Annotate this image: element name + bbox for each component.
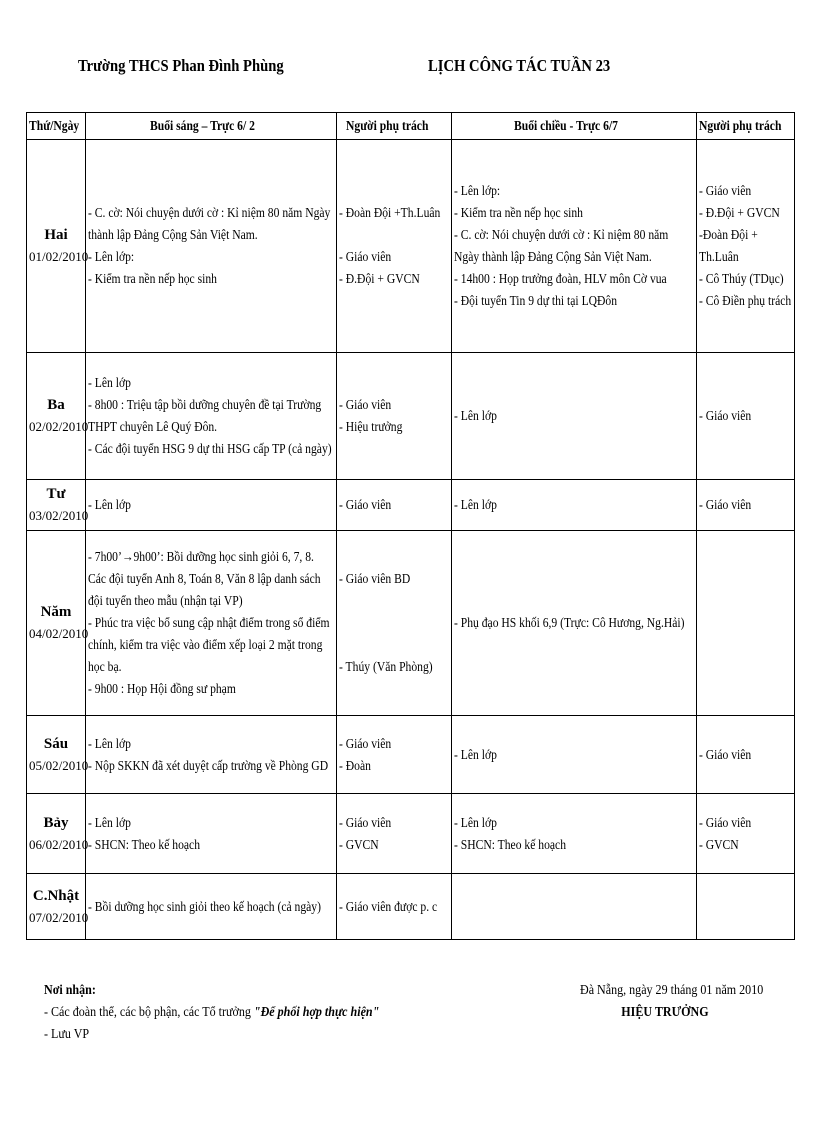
morning-owner-cell <box>337 794 452 874</box>
table-row <box>27 140 795 353</box>
day-name: Tư <box>46 486 66 502</box>
schedule-table <box>26 112 795 940</box>
day-cell <box>27 480 89 531</box>
day-cell <box>27 874 89 940</box>
day-cell <box>27 353 89 480</box>
cell-line <box>339 224 434 246</box>
cell-line: - 14h00 : Họp trưởng đoàn, HLV môn Cờ vua <box>454 271 667 286</box>
cell-line: - Lên lớp <box>454 814 497 830</box>
column-header: Người phụ trách <box>337 113 452 140</box>
afternoon-owner-cell <box>697 716 795 794</box>
column-header: Người phụ trách <box>697 113 795 140</box>
cell-line: - Các đội tuyển HSG 9 dự thi HSG cấp TP (cả ngày) <box>88 441 332 456</box>
day-cell <box>27 716 89 794</box>
cell-line: - GVCN <box>699 836 739 852</box>
cell-line: - Đoàn Đội +Th.Luân <box>339 205 441 220</box>
table-row <box>27 353 795 480</box>
signer-title: HIỆU TRƯỞNG <box>621 1005 709 1020</box>
afternoon-cell <box>452 716 697 794</box>
cell-line: - Đoàn <box>339 757 371 773</box>
cell-line: - Giáo viên <box>699 746 752 762</box>
recipients-label: Nơi nhận: <box>44 983 96 998</box>
cell-line: - Cô Thúy (TDục) <box>699 271 784 286</box>
day-cell <box>27 531 89 716</box>
day-name: Bảy <box>43 814 69 831</box>
day-date: 04/02/2010 <box>29 626 89 641</box>
morning-cell <box>86 531 337 716</box>
cell-line: - Phúc tra việc bổ sung cập nhật điểm trong sổ điểm chính, kiểm tra việc vào điểm xếp loại 2 mặt trong học bạ. <box>88 615 330 674</box>
afternoon-cell <box>452 794 697 874</box>
afternoon-cell <box>452 480 697 531</box>
morning-owner-cell <box>337 353 452 480</box>
day-date: 03/02/2010 <box>29 508 89 523</box>
afternoon-cell <box>452 140 697 353</box>
afternoon-owner-cell <box>697 480 795 531</box>
cell-line: -Đoàn Đội + <box>699 227 758 242</box>
morning-owner-cell <box>337 874 452 940</box>
cell-line: - Lên lớp: <box>454 183 501 198</box>
cell-line: - C. cờ: Nói chuyện dưới cờ : Kỉ niệm 80 năm Ngày thành lập Đảng Cộng Sản Việt Nam. <box>88 205 331 242</box>
cell-line: - Kiểm tra nền nếp học sinh <box>88 271 217 286</box>
cell-line: - Thúy (Văn Phòng) <box>339 659 433 674</box>
cell-line: - SHCN: Theo kế hoạch <box>454 836 567 852</box>
cell-line: - 9h00 : Họp Hội đồng sư phạm <box>88 681 236 696</box>
morning-cell <box>86 480 337 531</box>
afternoon-cell <box>452 531 697 716</box>
morning-owner-cell <box>337 716 452 794</box>
cell-line: - Phụ đạo HS khối 6,9 (Trực: Cô Hương, Ng.Hải) <box>454 615 685 630</box>
cell-line: - C. cờ: Nói chuyện dưới cờ : Kỉ niệm 80 năm Ngày thành lập Đảng Cộng Sản Việt Nam. <box>454 227 669 264</box>
recipients-block <box>44 980 434 1046</box>
cell-line <box>339 634 434 656</box>
cell-line: - Lên lớp <box>454 408 497 423</box>
table-row <box>27 794 795 874</box>
school-name: Trường THCS Phan Đình Phùng <box>78 56 284 75</box>
day-cell <box>27 140 89 353</box>
cell-line: - Giáo viên <box>339 249 392 264</box>
cell-line: - Giáo viên <box>339 814 392 830</box>
cell-line: - Giáo viên <box>699 497 752 512</box>
day-date: 05/02/2010 <box>29 757 89 773</box>
cell-line: - Bồi dưỡng học sinh giỏi theo kế hoạch (cả ngày) <box>88 898 321 914</box>
cell-line: - Đ.Đội + GVCN <box>339 271 420 286</box>
afternoon-owner-cell <box>697 353 795 480</box>
day-date: 01/02/2010 <box>29 249 89 264</box>
table-row <box>27 716 795 794</box>
day-name: Ba <box>47 397 65 413</box>
column-header: Thứ/Ngày <box>27 113 86 140</box>
cell-line: - Lên lớp <box>88 497 131 512</box>
day-cell <box>27 794 89 874</box>
day-name: Năm <box>40 604 72 620</box>
cell-line: - Giáo viên <box>339 497 392 512</box>
day-name: C.Nhật <box>32 887 80 904</box>
afternoon-owner-cell <box>697 531 795 716</box>
cell-line: - Giáo viên được p. c <box>339 898 438 914</box>
morning-owner-cell <box>337 531 452 716</box>
cell-line: - Giáo viên <box>699 408 752 423</box>
afternoon-owner-cell <box>697 794 795 874</box>
recipient-line: - Lưu VP <box>44 1027 90 1042</box>
day-date: 06/02/2010 <box>29 836 89 852</box>
document-title: LỊCH CÔNG TÁC TUẦN 23 <box>428 56 611 75</box>
cell-line: - Cô Điền phụ trách <box>699 293 792 308</box>
table-row <box>27 874 795 940</box>
recipient-line: - Các đoàn thể, các bộ phận, các Tổ trưởng "Để phối hợp thực hiện" <box>44 1005 380 1020</box>
cell-line: - 7h00’→9h00’: Bồi dưỡng học sinh giỏi 6, 7, 8. Các đội tuyển Anh 8, Toán 8, Văn 8 lập danh sách đội tuyển theo mẫu (nhận tại VP) <box>88 549 321 608</box>
day-name: Hai <box>44 227 68 243</box>
cell-line: - Giáo viên BD <box>339 571 411 586</box>
cell-line <box>339 590 434 612</box>
morning-cell <box>86 874 337 940</box>
cell-line: - Đội tuyển Tin 9 dự thi tại LQĐôn <box>454 293 618 308</box>
cell-line: - Nộp SKKN đã xét duyệt cấp trường về Phòng GD <box>88 757 329 773</box>
cell-line: - Kiểm tra nền nếp học sinh <box>454 205 583 220</box>
cell-line: - Lên lớp <box>88 814 131 830</box>
table-row <box>27 531 795 716</box>
cell-line: Th.Luân <box>699 249 739 264</box>
cell-line <box>339 612 434 634</box>
signature-block <box>580 980 793 1024</box>
afternoon-cell <box>452 874 697 940</box>
morning-cell <box>86 140 337 353</box>
day-name: Sáu <box>43 735 69 752</box>
afternoon-cell <box>452 353 697 480</box>
cell-line: - Giáo viên <box>699 814 752 830</box>
cell-line: - Lên lớp <box>88 375 131 390</box>
cell-line: - SHCN: Theo kế hoạch <box>88 836 201 852</box>
morning-cell <box>86 794 337 874</box>
cell-line: - Lên lớp <box>88 735 131 751</box>
morning-cell <box>86 353 337 480</box>
table-header-row <box>27 113 795 140</box>
cell-line: - 8h00 : Triệu tập bồi dưỡng chuyên đề tại Trường THPT chuyên Lê Quý Đôn. <box>88 397 322 434</box>
cell-line: - Lên lớp <box>454 746 497 762</box>
morning-cell <box>86 716 337 794</box>
cell-line: - GVCN <box>339 836 379 852</box>
cell-line: - Lên lớp: <box>88 249 135 264</box>
date-place: Đà Nẵng, ngày 29 tháng 01 năm 2010 <box>580 983 764 998</box>
cell-line: - Đ.Đội + GVCN <box>699 205 780 220</box>
day-date: 02/02/2010 <box>29 419 89 434</box>
cell-line: - Lên lớp <box>454 497 497 512</box>
table-row <box>27 480 795 531</box>
morning-owner-cell <box>337 140 452 353</box>
afternoon-owner-cell <box>697 874 795 940</box>
cell-line: - Giáo viên <box>699 183 752 198</box>
afternoon-owner-cell <box>697 140 795 353</box>
cell-line: - Hiệu trưởng <box>339 419 403 434</box>
cell-line: - Giáo viên <box>339 735 392 751</box>
column-header: Buổi sáng – Trực 6/ 2 <box>86 113 337 140</box>
column-header: Buổi chiều - Trực 6/7 <box>452 113 697 140</box>
cell-line: - Giáo viên <box>339 397 392 412</box>
day-date: 07/02/2010 <box>29 909 89 925</box>
morning-owner-cell <box>337 480 452 531</box>
